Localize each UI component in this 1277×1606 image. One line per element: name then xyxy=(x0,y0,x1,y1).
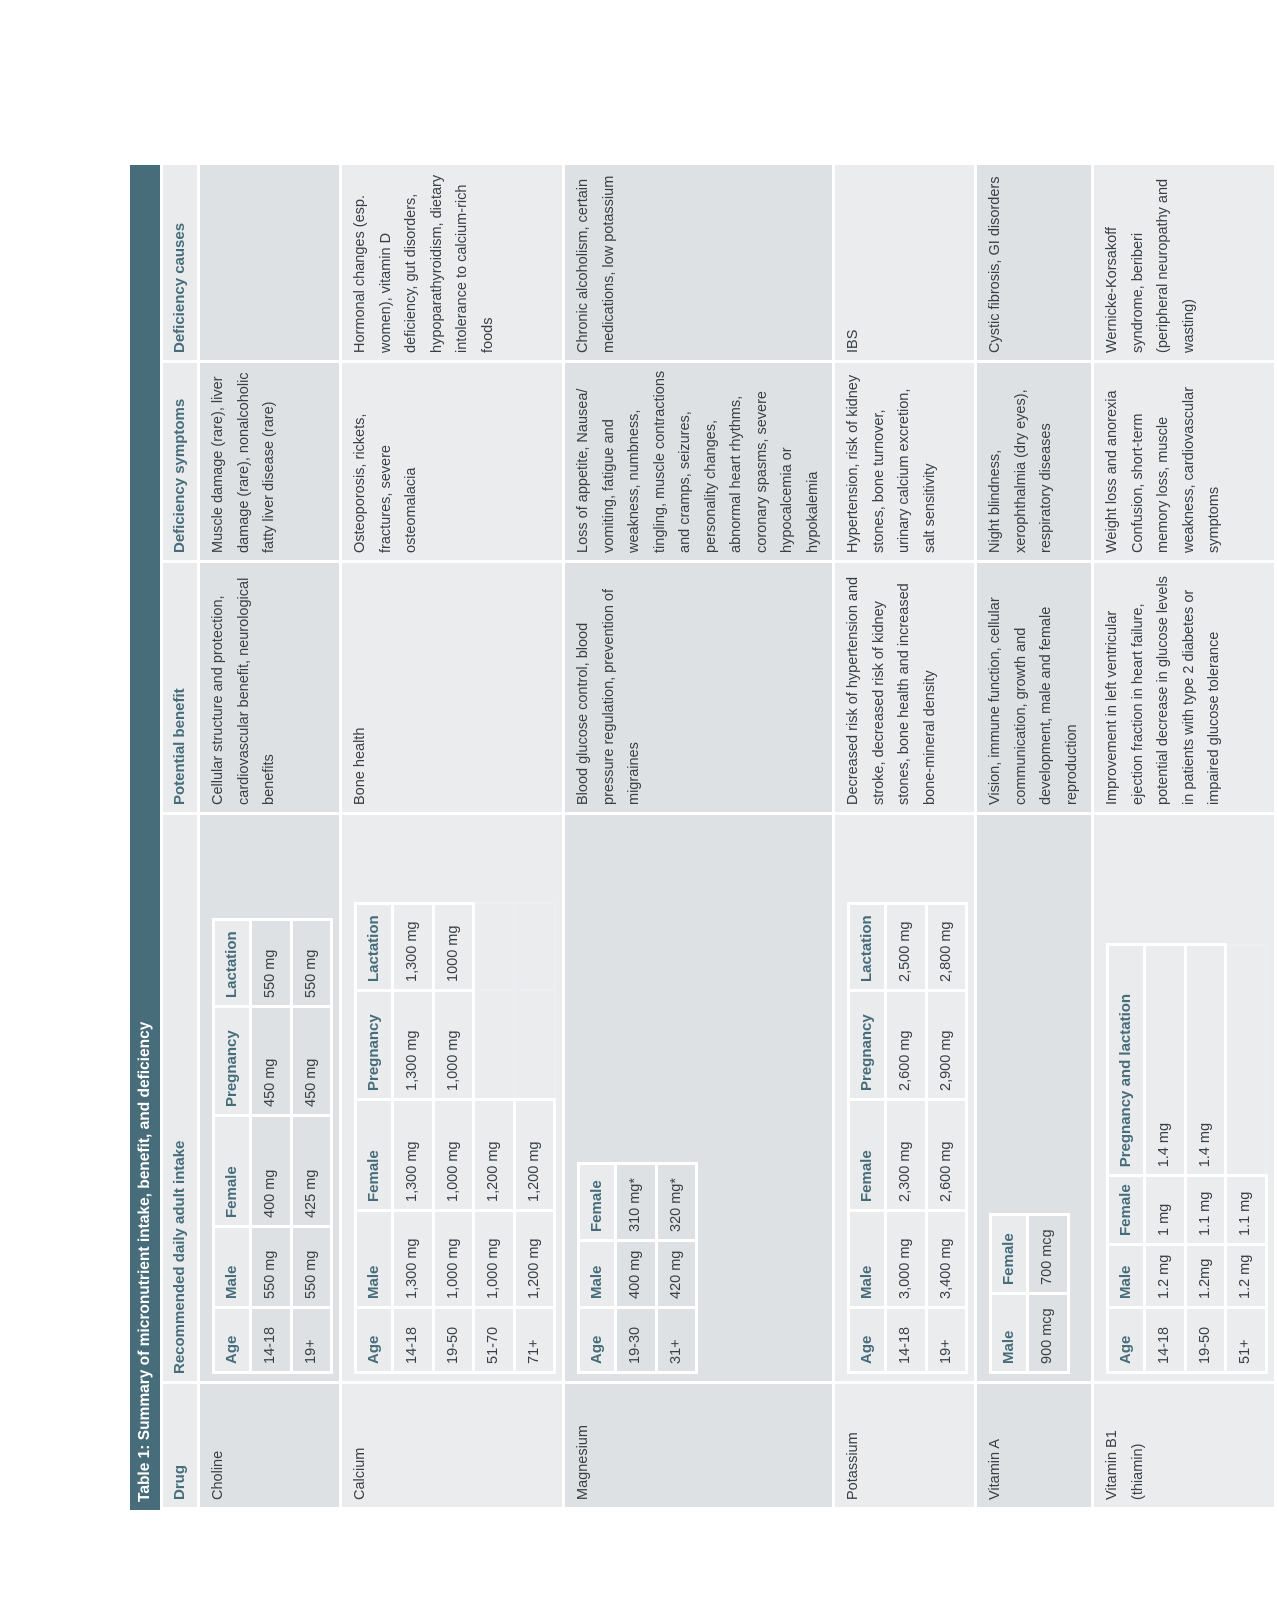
intake-cell-value: 19+ xyxy=(291,1308,332,1373)
intake-row xyxy=(1185,945,1226,1373)
causes-text: Cystic fibrosis, GI disorders xyxy=(976,164,1093,362)
row-choline xyxy=(199,164,341,1509)
intake-header-row xyxy=(1108,945,1145,1373)
intake-cell-value: 1.2 mg xyxy=(1145,1245,1186,1308)
intake-header: Lactation xyxy=(214,920,251,1007)
intake-header: Pregnancy xyxy=(356,991,393,1100)
intake-cell-value: 900 mcg xyxy=(1028,1294,1069,1373)
intake-cell-value: 31+ xyxy=(656,1308,697,1373)
intake-cell-value: 3,000 mg xyxy=(886,1211,927,1308)
benefit-text: Cellular structure and protection, cardiovascular benefit, neurological benefits xyxy=(199,562,341,814)
intake-cell-value: 1,300 mg xyxy=(393,1211,434,1308)
intake-cell-empty xyxy=(474,904,515,991)
intake-cell-value: 700 mcg xyxy=(1028,1215,1069,1294)
intake-header: Female xyxy=(214,1116,251,1227)
intake-cell-value: 19+ xyxy=(926,1308,967,1373)
intake-cell-value: 14-18 xyxy=(251,1308,292,1373)
intake-cell-empty xyxy=(1226,945,1267,1176)
intake-cell xyxy=(834,814,976,1383)
intake-cell-value: 2,600 mg xyxy=(886,991,927,1100)
intake-cell-empty xyxy=(514,991,555,1100)
intake-header: Pregnancy xyxy=(849,991,886,1100)
intake-header: Age xyxy=(356,1308,393,1373)
causes-text: Wernicke-Korsakoff syndrome, beriberi (peripheral neuropathy and wasting) xyxy=(1093,164,1276,362)
intake-cell-value: 400 mg xyxy=(251,1116,292,1227)
intake-row xyxy=(433,904,474,1373)
intake-cell-value: 19-50 xyxy=(433,1308,474,1373)
intake-cell-value: 1,200 mg xyxy=(514,1211,555,1308)
intake-cell-value: 14-18 xyxy=(393,1308,434,1373)
benefit-text: Vision, immune function, cellular communication, growth and development, male and female reproduction xyxy=(976,562,1093,814)
intake-row xyxy=(474,904,515,1373)
intake-header-row xyxy=(849,904,886,1373)
symptoms-text: Weight loss and anorexia Confusion, short-term memory loss, muscle weakness, cardiovascular symptoms xyxy=(1093,362,1276,562)
intake-header: Female xyxy=(1108,1176,1145,1245)
intake-row xyxy=(291,920,332,1373)
intake-header-row xyxy=(579,1164,616,1373)
table-title: Table 1: Summary of micronutrient intake, benefit, and deficiency xyxy=(130,165,160,1510)
intake-cell-value: 1,300 mg xyxy=(393,904,434,991)
intake-header: Female xyxy=(356,1100,393,1211)
intake-header: Male xyxy=(356,1211,393,1308)
intake-cell-value: 19-50 xyxy=(1185,1308,1226,1373)
causes-text: Chronic alcoholism, certain medications, low potassium xyxy=(564,164,834,362)
intake-table xyxy=(212,918,333,1374)
intake-cell-value: 51+ xyxy=(1226,1308,1267,1373)
benefit-text: Improvement in left ventricular ejection fraction in heart failure, potential decrease in glucose levels in patients with type 2 diabetes or impaired glucose tolerance xyxy=(1093,562,1276,814)
intake-cell-value: 550 mg xyxy=(251,920,292,1007)
intake-cell-value: 1,000 mg xyxy=(433,1100,474,1211)
intake-cell-value: 1.1 mg xyxy=(1185,1176,1226,1245)
causes-text: IBS xyxy=(834,164,976,362)
intake-table xyxy=(1106,943,1268,1374)
causes-text xyxy=(199,164,341,362)
intake-cell xyxy=(199,814,341,1383)
intake-header: Male xyxy=(849,1211,886,1308)
row-magnesium xyxy=(564,164,834,1509)
intake-cell xyxy=(341,814,564,1383)
drug-name: Vitamin A xyxy=(976,1383,1093,1509)
intake-cell-value: 2,300 mg xyxy=(886,1100,927,1211)
intake-header: Age xyxy=(579,1308,616,1373)
intake-row xyxy=(1145,945,1186,1373)
row-calcium xyxy=(341,164,564,1509)
intake-header: Female xyxy=(991,1215,1028,1294)
intake-cell-value: 1,300 mg xyxy=(393,991,434,1100)
intake-cell-value: 550 mg xyxy=(251,1227,292,1308)
intake-row xyxy=(514,904,555,1373)
intake-table xyxy=(847,902,968,1374)
intake-header: Pregnancy and lactation xyxy=(1108,945,1145,1176)
intake-header: Age xyxy=(849,1308,886,1373)
intake-table xyxy=(354,902,556,1374)
drug-name: Choline xyxy=(199,1383,341,1509)
intake-cell-value: 1,200 mg xyxy=(514,1100,555,1211)
intake-row xyxy=(656,1164,697,1373)
intake-header: Age xyxy=(1108,1308,1145,1373)
intake-row xyxy=(393,904,434,1373)
intake-header: Lactation xyxy=(356,904,393,991)
intake-header: Lactation xyxy=(849,904,886,991)
symptoms-text: Hypertension, risk of kidney stones, bone turnover, urinary calcium excretion, salt sensitivity xyxy=(834,362,976,562)
intake-cell-value: 2,600 mg xyxy=(926,1100,967,1211)
header-intake: Recommended daily adult intake xyxy=(162,814,199,1383)
intake-header: Age xyxy=(214,1308,251,1373)
intake-cell-value: 1,000 mg xyxy=(474,1211,515,1308)
row-potassium xyxy=(834,164,976,1509)
drug-name: Magnesium xyxy=(564,1383,834,1509)
intake-row xyxy=(616,1164,657,1373)
intake-cell-value: 425 mg xyxy=(291,1116,332,1227)
intake-cell-value: 1000 mg xyxy=(433,904,474,991)
intake-cell-value: 14-18 xyxy=(886,1308,927,1373)
intake-cell-value: 1.4 mg xyxy=(1185,945,1226,1176)
row-vitamin-a xyxy=(976,164,1093,1509)
intake-cell-value: 14-18 xyxy=(1145,1308,1186,1373)
intake-row xyxy=(1226,945,1267,1373)
intake-cell-value: 19-30 xyxy=(616,1308,657,1373)
intake-cell-value: 550 mg xyxy=(291,920,332,1007)
intake-cell-empty xyxy=(474,991,515,1100)
intake-cell-value: 71+ xyxy=(514,1308,555,1373)
intake-header: Male xyxy=(991,1294,1028,1373)
intake-cell-value: 1.1 mg xyxy=(1226,1176,1267,1245)
intake-header-row xyxy=(214,920,251,1373)
rotated-table-page xyxy=(130,165,1253,1510)
row-vitamin-b1 xyxy=(1093,164,1276,1509)
symptoms-text: Night blindness, xerophthalmia (dry eyes), respiratory diseases xyxy=(976,362,1093,562)
intake-header: Male xyxy=(579,1241,616,1308)
header-row xyxy=(162,164,199,1509)
intake-cell-value: 400 mg xyxy=(616,1241,657,1308)
symptoms-text: Osteoporosis, rickets, fractures, severe osteomalacia xyxy=(341,362,564,562)
intake-cell xyxy=(1093,814,1276,1383)
intake-cell-value: 320 mg* xyxy=(656,1164,697,1241)
intake-row xyxy=(886,904,927,1373)
intake-header: Male xyxy=(1108,1245,1145,1308)
intake-cell-value: 1 mg xyxy=(1145,1176,1186,1245)
intake-row xyxy=(926,904,967,1373)
intake-cell-value: 1.4 mg xyxy=(1145,945,1186,1176)
intake-cell-value: 420 mg xyxy=(656,1241,697,1308)
benefit-text: Decreased risk of hypertension and stroke, decreased risk of kidney stones, bone health and increased bone-mineral density xyxy=(834,562,976,814)
intake-header: Pregnancy xyxy=(214,1007,251,1116)
intake-cell-value: 1,000 mg xyxy=(433,991,474,1100)
intake-cell-value: 550 mg xyxy=(291,1227,332,1308)
intake-cell-value: 1.2mg xyxy=(1185,1245,1226,1308)
header-benefit: Potential benefit xyxy=(162,562,199,814)
intake-cell-value: 2,800 mg xyxy=(926,904,967,991)
header-drug: Drug xyxy=(162,1383,199,1509)
intake-cell-value: 2,900 mg xyxy=(926,991,967,1100)
intake-cell xyxy=(976,814,1093,1383)
intake-row xyxy=(1028,1215,1069,1373)
intake-cell-value: 1,000 mg xyxy=(433,1211,474,1308)
intake-cell-value: 1.2 mg xyxy=(1226,1245,1267,1308)
intake-cell-value: 51-70 xyxy=(474,1308,515,1373)
intake-cell-value: 1,200 mg xyxy=(474,1100,515,1211)
intake-cell-value: 450 mg xyxy=(251,1007,292,1116)
drug-name: Potassium xyxy=(834,1383,976,1509)
intake-cell-value: 2,500 mg xyxy=(886,904,927,991)
intake-header: Female xyxy=(849,1100,886,1211)
symptoms-text: Muscle damage (rare), liver damage (rare), nonalcoholic fatty liver disease (rare) xyxy=(199,362,341,562)
intake-cell-value: 450 mg xyxy=(291,1007,332,1116)
drug-name: Calcium xyxy=(341,1383,564,1509)
benefit-text: Blood glucose control, blood pressure regulation, prevention of migraines xyxy=(564,562,834,814)
intake-cell-value: 310 mg* xyxy=(616,1164,657,1241)
intake-header-row xyxy=(356,904,393,1373)
causes-text: Hormonal changes (esp. women), vitamin D deficiency, gut disorders, hypoparathyroidism, dietary intolerance to calcium-rich foods xyxy=(341,164,564,362)
intake-table xyxy=(989,1213,1070,1374)
header-symptoms: Deficiency symptoms xyxy=(162,362,199,562)
micronutrient-table xyxy=(160,162,1277,1510)
intake-row xyxy=(251,920,292,1373)
intake-cell-value: 3,400 mg xyxy=(926,1211,967,1308)
intake-cell xyxy=(564,814,834,1383)
intake-cell-empty xyxy=(514,904,555,991)
benefit-text: Bone health xyxy=(341,562,564,814)
intake-header-row xyxy=(991,1215,1028,1373)
intake-table xyxy=(577,1162,698,1374)
header-causes: Deficiency causes xyxy=(162,164,199,362)
intake-header: Female xyxy=(579,1164,616,1241)
intake-cell-value: 1,300 mg xyxy=(393,1100,434,1211)
drug-name: Vitamin B1 (thiamin) xyxy=(1093,1383,1276,1509)
symptoms-text: Loss of appetite, Nausea/ vomiting, fatigue and weakness, numbness, tingling, muscle contractions and cramps, seizures, personality changes, abnormal heart rhythms, coronary spasms, severe hypocalcemia or hypokalemia xyxy=(564,362,834,562)
intake-header: Male xyxy=(214,1227,251,1308)
